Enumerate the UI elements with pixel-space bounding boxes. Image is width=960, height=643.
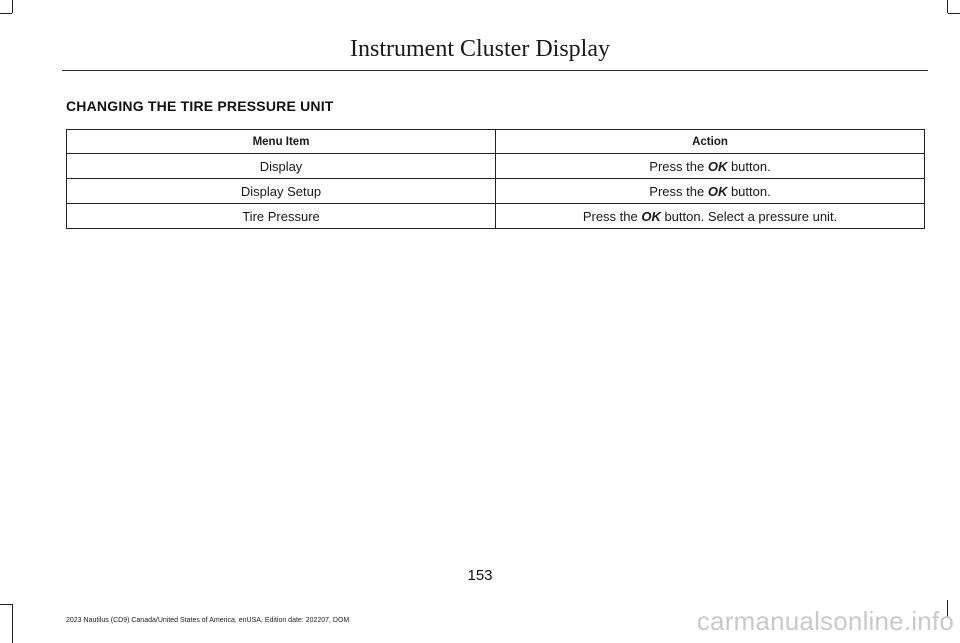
crop-mark-top-right-h	[948, 13, 960, 14]
action-prefix: Press the	[649, 158, 708, 174]
menu-item-cell: Tire Pressure	[67, 204, 496, 229]
menu-item-cell: Display Setup	[67, 179, 496, 204]
table-row	[67, 204, 925, 229]
page-title: Instrument Cluster Display	[350, 36, 610, 62]
column-header-action: Action	[496, 130, 925, 154]
section-heading: CHANGING THE TIRE PRESSURE UNIT	[66, 98, 334, 114]
edition-note: 2023 Nautilus (CD9) Canada/United States of America, enUSA, Edition date: 202207, DOM	[66, 617, 350, 624]
action-suffix: button. Select a pressure unit.	[660, 208, 838, 224]
page-number: 153	[467, 567, 493, 584]
watermark-text: carmanualsonline.info	[696, 606, 954, 636]
ok-key-label: OK	[707, 183, 728, 199]
crop-mark-top-left-h	[0, 13, 12, 14]
action-cell	[496, 204, 925, 229]
action-suffix: button.	[727, 158, 771, 174]
menu-action-table	[66, 129, 925, 229]
action-prefix: Press the	[649, 183, 708, 199]
crop-mark-top-left-v	[12, 0, 13, 13]
crop-mark-bottom-left-v	[12, 604, 13, 643]
action-suffix: button.	[727, 183, 771, 199]
table-header-row	[67, 130, 925, 154]
action-cell	[496, 179, 925, 204]
header-divider	[62, 70, 928, 71]
column-header-menu-item: Menu Item	[67, 130, 496, 154]
table-row	[67, 179, 925, 204]
action-prefix: Press the	[582, 208, 642, 224]
menu-item-cell: Display	[67, 154, 496, 179]
crop-mark-bottom-left-h	[0, 604, 12, 605]
table-row	[67, 154, 925, 179]
action-cell	[496, 154, 925, 179]
ok-key-label: OK	[707, 158, 728, 174]
ok-key-label: OK	[641, 208, 661, 224]
crop-mark-top-right-v	[947, 0, 948, 13]
